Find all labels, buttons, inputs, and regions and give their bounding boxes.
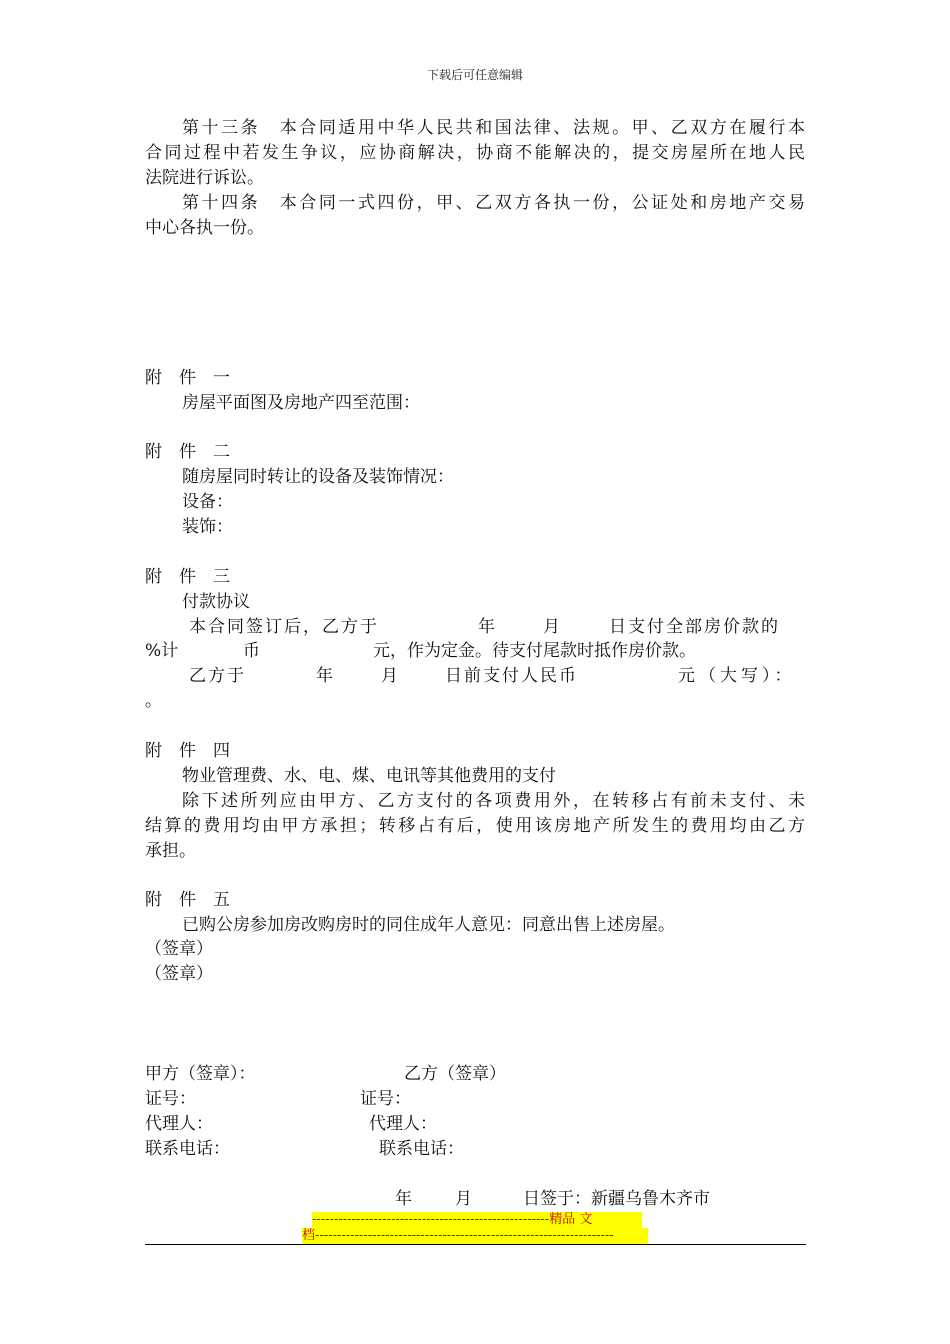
party-b-signature: 乙方（签章）	[404, 1064, 506, 1084]
date-year: 年	[395, 1189, 412, 1209]
annex-5-signature-1: （签章）	[145, 939, 213, 959]
annex-1-title: 附 件 一	[145, 368, 230, 388]
annex-3-p1-a: 本合同签订后，乙方于	[189, 617, 379, 637]
page-header: 下载后可任意编辑	[426, 68, 523, 82]
annex-4-line-2: 除下述所列应由甲方、乙方支付的各项费用外，在转移占有前未支付、未	[182, 791, 805, 811]
annex-3-heading: 付款协议	[182, 592, 250, 612]
annex-3-p1-day: 日支付全部房价款的	[609, 617, 780, 637]
annex-3-p3-words: 元（大写）：	[678, 666, 796, 686]
footer-highlight-line-2: 档--------------------------------------------------------------------	[302, 1228, 648, 1244]
annex-3-p1-month: 月	[543, 617, 560, 637]
date-day-place: 日签于：新疆乌鲁木齐市	[523, 1189, 710, 1209]
annex-5-title: 附 件 五	[145, 890, 230, 910]
date-month: 月	[455, 1189, 472, 1209]
bottom-rule	[145, 1244, 806, 1245]
party-a-agent: 代理人：	[145, 1114, 213, 1134]
annex-3-title: 附 件 三	[145, 567, 230, 587]
annex-3-p2-rest: 元，作为定金。待支付尾款时抵作房价款。	[373, 641, 696, 661]
article-14-line-2: 中心各执一份。	[145, 218, 264, 238]
party-b-phone: 联系电话：	[379, 1139, 464, 1159]
annex-5-line-1: 已购公房参加房改购房时的同住成年人意见：同意出售上述房屋。	[182, 915, 675, 935]
annex-3-p2-percent: %计	[145, 641, 179, 661]
article-13-line-3: 法院进行诉讼。	[145, 168, 264, 188]
party-a-signature: 甲方（签章）：	[145, 1064, 256, 1084]
annex-3-p3-a: 乙方于	[189, 666, 246, 686]
annex-5-signature-2: （签章）	[145, 964, 213, 984]
annex-2-equipment: 设备：	[182, 492, 233, 512]
annex-2-decoration: 装饰：	[182, 517, 233, 537]
annex-3-p1-year: 年	[478, 617, 495, 637]
party-b-agent: 代理人：	[369, 1114, 437, 1134]
annex-3-p3-year: 年	[316, 666, 333, 686]
annex-3-p3-rmb: 日前支付人民币	[445, 666, 578, 686]
party-b-id: 证号：	[360, 1089, 411, 1109]
annex-3-p2-currency: 币	[243, 641, 260, 661]
article-13-line-1: 第十三条 本合同适用中华人民共和国法律、法规。甲、乙双方在履行本	[182, 118, 805, 138]
annex-1-line: 房屋平面图及房地产四至范围：	[182, 393, 420, 413]
annex-3-p4: 。	[145, 691, 162, 711]
annex-4-line-4: 承担。	[145, 841, 196, 861]
party-a-phone: 联系电话：	[145, 1139, 230, 1159]
annex-4-line-3: 结算的费用均由甲方承担；转移占有后，使用该房地产所发生的费用均由乙方	[145, 816, 805, 836]
footer-highlight-line-1: ------------------------------------------------------精品 文	[312, 1212, 642, 1228]
party-a-id: 证号：	[145, 1089, 196, 1109]
annex-3-p3-month: 月	[381, 666, 398, 686]
annex-2-line-1: 随房屋同时转让的设备及装饰情况：	[182, 467, 454, 487]
annex-2-title: 附 件 二	[145, 442, 230, 462]
annex-4-title: 附 件 四	[145, 741, 230, 761]
annex-4-line-1: 物业管理费、水、电、煤、电讯等其他费用的支付	[182, 766, 556, 786]
article-13-line-2: 合同过程中若发生争议，应协商解决，协商不能解决的，提交房屋所在地人民	[145, 143, 805, 163]
article-14-line-1: 第十四条 本合同一式四份，甲、乙双方各执一份，公证处和房地产交易	[182, 193, 805, 213]
